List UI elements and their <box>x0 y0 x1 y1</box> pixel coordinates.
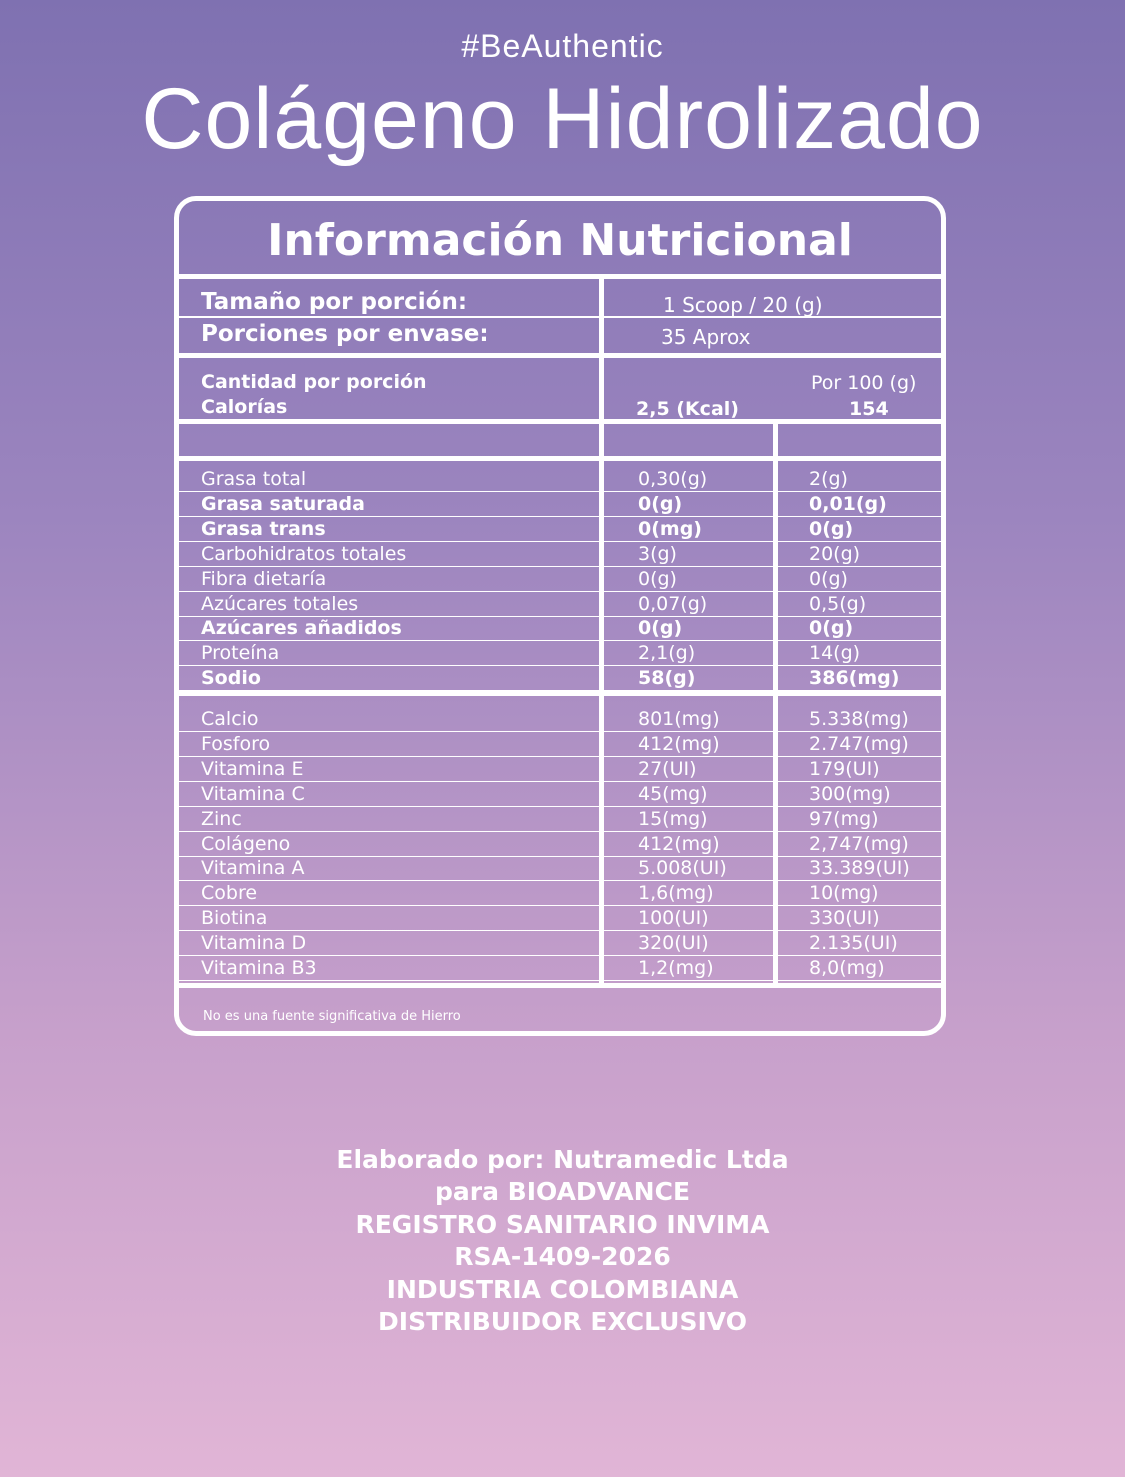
value-per-serving: 58(g) <box>638 667 696 690</box>
footer-line: para BIOADVANCE <box>434 1177 691 1207</box>
value-per-serving: 45(mg) <box>638 782 708 805</box>
serving-size-label: Tamaño por porción: <box>201 289 468 315</box>
nutrient-name: Grasa total <box>201 468 307 490</box>
value-per-100g: 0(g) <box>809 517 854 540</box>
nutrient-name: Grasa saturada <box>201 492 365 515</box>
value-per-serving: 5.008(UI) <box>638 857 727 880</box>
table-row <box>179 807 941 832</box>
value-per-serving: 3(g) <box>638 542 677 565</box>
value-per-100g: 0(g) <box>809 567 848 590</box>
table-row <box>179 881 941 906</box>
divider <box>179 419 941 424</box>
table-row <box>179 732 941 757</box>
table-row <box>179 707 941 732</box>
value-per-serving: 0,30(g) <box>638 468 708 490</box>
table-row <box>179 567 941 592</box>
nutrient-name: Fibra dietaría <box>201 567 327 590</box>
nutrient-name: Vitamina D <box>201 932 307 955</box>
calories-label: Calorías <box>201 396 288 418</box>
value-per-serving: 0,07(g) <box>638 592 708 615</box>
nutrient-name: Colágeno <box>201 832 291 855</box>
value-per-100g: 2(g) <box>809 468 848 490</box>
amount-per-serving-label: Cantidad por porción <box>201 371 427 393</box>
value-per-100g: 8,0(mg) <box>809 957 885 979</box>
value-per-100g: 179(UI) <box>809 757 880 780</box>
value-per-serving: 801(mg) <box>638 708 720 730</box>
divider <box>179 691 941 696</box>
value-per-serving: 27(UI) <box>638 757 697 780</box>
value-per-serving: 2,1(g) <box>638 642 696 665</box>
nutrient-name: Zinc <box>201 807 242 830</box>
divider <box>179 983 941 988</box>
table-row <box>179 467 941 492</box>
table-row <box>179 492 941 517</box>
value-per-100g: 10(mg) <box>809 882 879 905</box>
product-title: Colágeno Hidrolizado <box>141 71 984 167</box>
value-per-100g: 0,01(g) <box>809 492 887 515</box>
nutrient-name: Vitamina C <box>201 782 305 805</box>
nutrient-name: Sodio <box>201 667 261 690</box>
table-row <box>179 956 941 981</box>
nutrient-name: Carbohidratos totales <box>201 542 407 565</box>
nutrient-name: Calcio <box>201 708 259 730</box>
value-per-100g: 2.747(mg) <box>809 732 909 755</box>
table-row <box>179 641 941 666</box>
serving-size-value: 1 Scoop / 20 (g) <box>663 293 823 317</box>
divider <box>179 274 941 279</box>
nutrient-name: Proteína <box>201 642 280 665</box>
nutrition-facts-panel <box>174 196 946 1036</box>
table-row <box>179 666 941 691</box>
value-per-100g: 5.338(mg) <box>809 708 909 730</box>
divider <box>179 316 941 318</box>
panel-title: Información Nutricional <box>267 215 853 266</box>
table-row <box>179 542 941 567</box>
value-per-100g: 2.135(UI) <box>809 932 898 955</box>
value-per-100g: 0(g) <box>809 617 854 640</box>
footer-line: DISTRIBUIDOR EXCLUSIVO <box>378 1307 747 1337</box>
value-per-serving: 320(UI) <box>638 932 709 955</box>
nutrient-name: Vitamina A <box>201 857 305 880</box>
table-row <box>179 616 941 641</box>
footer-line: INDUSTRIA COLOMBIANA <box>386 1274 739 1304</box>
per-100g-label: Por 100 (g) <box>811 372 917 394</box>
value-per-serving: 100(UI) <box>638 907 709 930</box>
servings-per-container-label: Porciones por envase: <box>201 321 489 347</box>
table-row <box>179 757 941 782</box>
divider <box>179 353 941 358</box>
calories-per-serving: 2,5 (Kcal) <box>636 398 739 420</box>
servings-per-container-value: 35 Aprox <box>661 325 751 349</box>
value-per-serving: 412(mg) <box>638 832 720 855</box>
footer-line: RSA-1409-2026 <box>454 1242 671 1272</box>
value-per-serving: 1,6(mg) <box>638 882 714 905</box>
value-per-serving: 0(g) <box>638 567 677 590</box>
value-per-serving: 15(mg) <box>638 807 708 830</box>
footer-line: REGISTRO SANITARIO INVIMA <box>355 1209 770 1239</box>
nutrient-name: Vitamina E <box>201 757 304 780</box>
divider <box>179 456 941 461</box>
value-per-serving: 0(g) <box>638 617 683 640</box>
table-row <box>179 832 941 857</box>
calories-per-100g: 154 <box>849 398 889 420</box>
table-row <box>179 931 941 956</box>
value-per-100g: 386(mg) <box>809 667 900 690</box>
table-row <box>179 906 941 931</box>
manufacturer-info <box>0 1144 1125 1338</box>
table-row <box>179 517 941 542</box>
tagline: #BeAuthentic <box>461 28 664 64</box>
value-per-serving: 0(g) <box>638 492 683 515</box>
nutrient-name: Biotina <box>201 907 268 930</box>
value-per-100g: 330(UI) <box>809 907 880 930</box>
footer-line: Elaborado por: Nutramedic Ltda <box>336 1145 789 1174</box>
value-per-100g: 2,747(mg) <box>809 832 909 855</box>
value-per-100g: 33.389(UI) <box>809 857 910 880</box>
value-per-100g: 97(mg) <box>809 807 879 830</box>
value-per-serving: 412(mg) <box>638 732 720 755</box>
value-per-serving: 1,2(mg) <box>638 957 714 979</box>
value-per-100g: 300(mg) <box>809 782 891 805</box>
value-per-100g: 0,5(g) <box>809 592 867 615</box>
value-per-100g: 14(g) <box>809 642 861 665</box>
table-row <box>179 856 941 881</box>
nutrient-name: Cobre <box>201 882 258 905</box>
nutrient-name: Azúcares totales <box>201 592 359 615</box>
value-per-100g: 20(g) <box>809 542 861 565</box>
table-row <box>179 592 941 617</box>
nutrient-name: Grasa trans <box>201 517 326 540</box>
nutrient-name: Fosforo <box>201 732 271 755</box>
footnote: No es una fuente significativa de Hierro <box>203 1009 461 1024</box>
table-row <box>179 782 941 807</box>
nutrient-name: Azúcares añadidos <box>201 617 402 640</box>
value-per-serving: 0(mg) <box>638 517 702 540</box>
nutrient-name: Vitamina B3 <box>201 957 317 979</box>
